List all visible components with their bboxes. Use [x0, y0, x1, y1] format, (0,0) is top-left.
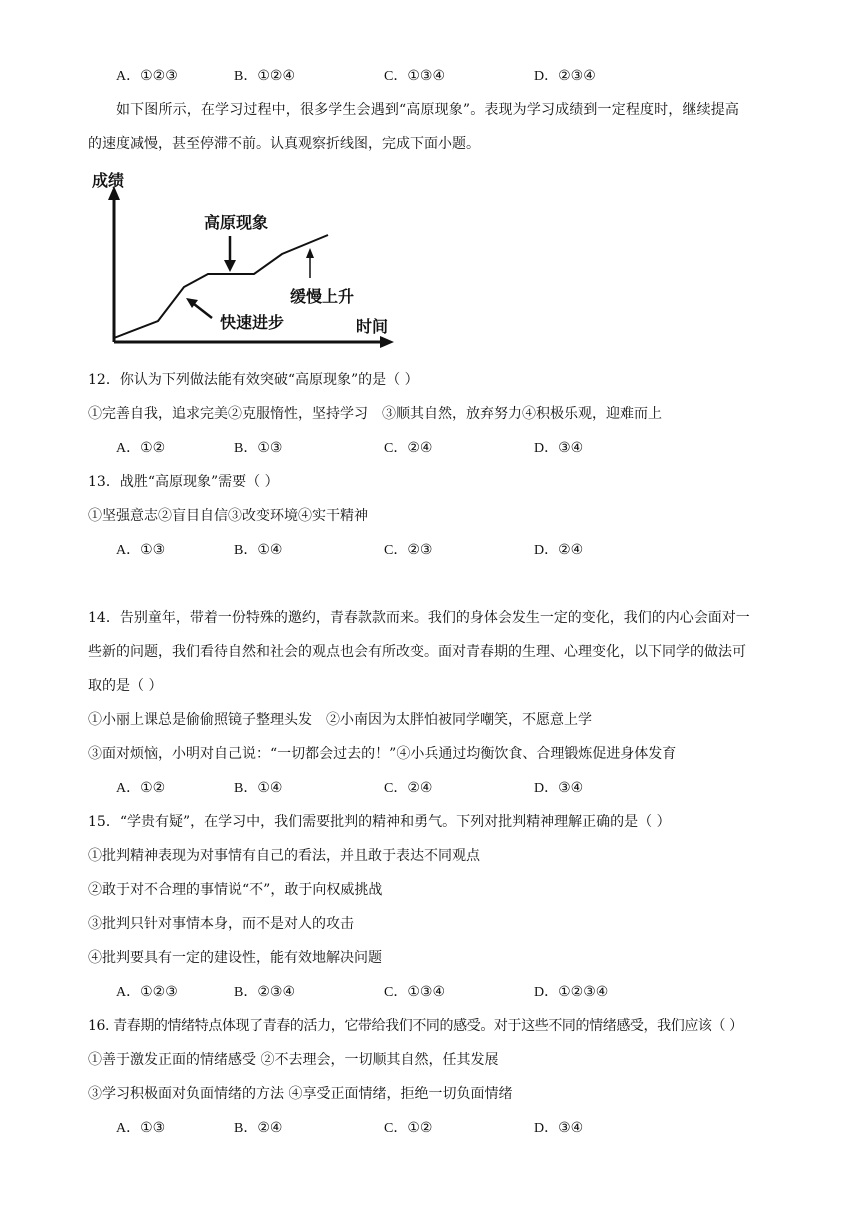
- fast-progress-arrow: [194, 304, 212, 318]
- option-c: C．①③④: [384, 984, 445, 1000]
- q13-stem: 13．战胜“高原现象”需要（ ）: [88, 474, 279, 490]
- option-b: B．①②④: [234, 68, 295, 84]
- option-d: D．③④: [534, 780, 584, 796]
- y-axis-label: 成绩: [92, 171, 125, 190]
- option-c: C．②④: [384, 780, 433, 796]
- option-b: B．①④: [234, 542, 283, 558]
- q14-options: [116, 778, 816, 798]
- q15-stem: 15．“学贵有疑”，在学习中，我们需要批判的精神和勇气。下列对批判精神理解正确的是（ ）: [88, 814, 671, 830]
- option-c: C．①③④: [384, 68, 445, 84]
- q15-item-1: ①批判精神表现为对事情有自己的看法，并且敢于表达不同观点: [88, 848, 480, 864]
- option-c: C．①②: [384, 1120, 433, 1136]
- option-c: C．②④: [384, 440, 433, 456]
- x-axis-arrow: [380, 336, 394, 348]
- option-d: D．②④: [534, 542, 584, 558]
- plateau-arrowhead: [224, 260, 236, 272]
- option-a: A．①②③: [116, 68, 178, 84]
- option-c: C．②③: [384, 542, 433, 558]
- annotation-plateau: 高原现象: [204, 213, 269, 232]
- q12-items: ①完善自我，追求完美②克服惰性，坚持学习 ③顺其自然，放弃努力④积极乐观，迎难而上: [88, 406, 662, 422]
- x-axis-label: 时间: [356, 317, 389, 336]
- q11-options: [116, 66, 816, 86]
- q15-item-3: ③批判只针对事情本身，而不是对人的攻击: [88, 916, 354, 932]
- intro-line-1: 如下图所示，在学习过程中，很多学生会遇到“高原现象”。表现为学习成绩到一定程度时，继续提高: [116, 102, 740, 118]
- option-b: B．①④: [234, 780, 283, 796]
- q16-options: [116, 1118, 816, 1138]
- q14-stem-line-2: 些新的问题，我们看待自然和社会的观点也会有所改变。面对青春期的生理、心理变化，以下同学的做法可: [88, 644, 746, 660]
- q13-items: ①坚强意志②盲目自信③改变环境④实干精神: [88, 508, 368, 524]
- option-a: A．①②: [116, 780, 166, 796]
- q15-item-4: ④批判要具有一定的建设性，能有效地解决问题: [88, 950, 382, 966]
- option-a: A．①③: [116, 542, 166, 558]
- q14-items-line-1: ①小丽上课总是偷偷照镜子整理头发 ②小南因为太胖怕被同学嘲笑，不愿意上学: [88, 712, 592, 728]
- option-a: A．①②③: [116, 984, 178, 1000]
- option-b: B．①③: [234, 440, 283, 456]
- plateau-chart: [88, 166, 408, 356]
- option-d: D．③④: [534, 440, 584, 456]
- annotation-fast-progress: 快速进步: [220, 313, 285, 332]
- q12-stem: 12．你认为下列做法能有效突破“高原现象”的是（ ）: [88, 372, 419, 388]
- q13-options: [116, 540, 816, 560]
- slow-rise-arrowhead: [306, 248, 314, 258]
- option-a: A．①③: [116, 1120, 166, 1136]
- q15-options: [116, 982, 816, 1002]
- intro-line-2: 的速度减慢，甚至停滞不前。认真观察折线图，完成下面小题。: [88, 136, 480, 152]
- option-b: B．②④: [234, 1120, 283, 1136]
- q14-items-line-2: ③面对烦恼，小明对自己说：“一切都会过去的！”④小兵通过均衡饮食、合理锻炼促进身体发育: [88, 746, 677, 762]
- annotation-slow-rise: 缓慢上升: [290, 287, 355, 306]
- q12-options: [116, 438, 816, 458]
- q14-stem-line-1: 14．告别童年，带着一份特殊的邀约，青春款款而来。我们的身体会发生一定的变化，我们的内心会面对一: [88, 610, 750, 626]
- option-d: D．②③④: [534, 68, 596, 84]
- option-b: B．②③④: [234, 984, 295, 1000]
- q16-item-2: ③学习积极面对负面情绪的方法 ④享受正面情绪，拒绝一切负面情绪: [88, 1086, 513, 1102]
- option-d: D．③④: [534, 1120, 584, 1136]
- q14-stem-line-3: 取的是（ ）: [88, 678, 163, 694]
- q15-item-2: ②敢于对不合理的事情说“不”，敢于向权威挑战: [88, 882, 383, 898]
- q16-stem: 16. 青春期的情绪特点体现了青春的活力，它带给我们不同的感受。对于这些不同的情绪感受，我们应该（ ）: [88, 1018, 743, 1034]
- option-d: D．①②③④: [534, 984, 609, 1000]
- option-a: A．①②: [116, 440, 166, 456]
- q16-item-1: ①善于激发正面的情绪感受 ②不去理会，一切顺其自然，任其发展: [88, 1052, 499, 1068]
